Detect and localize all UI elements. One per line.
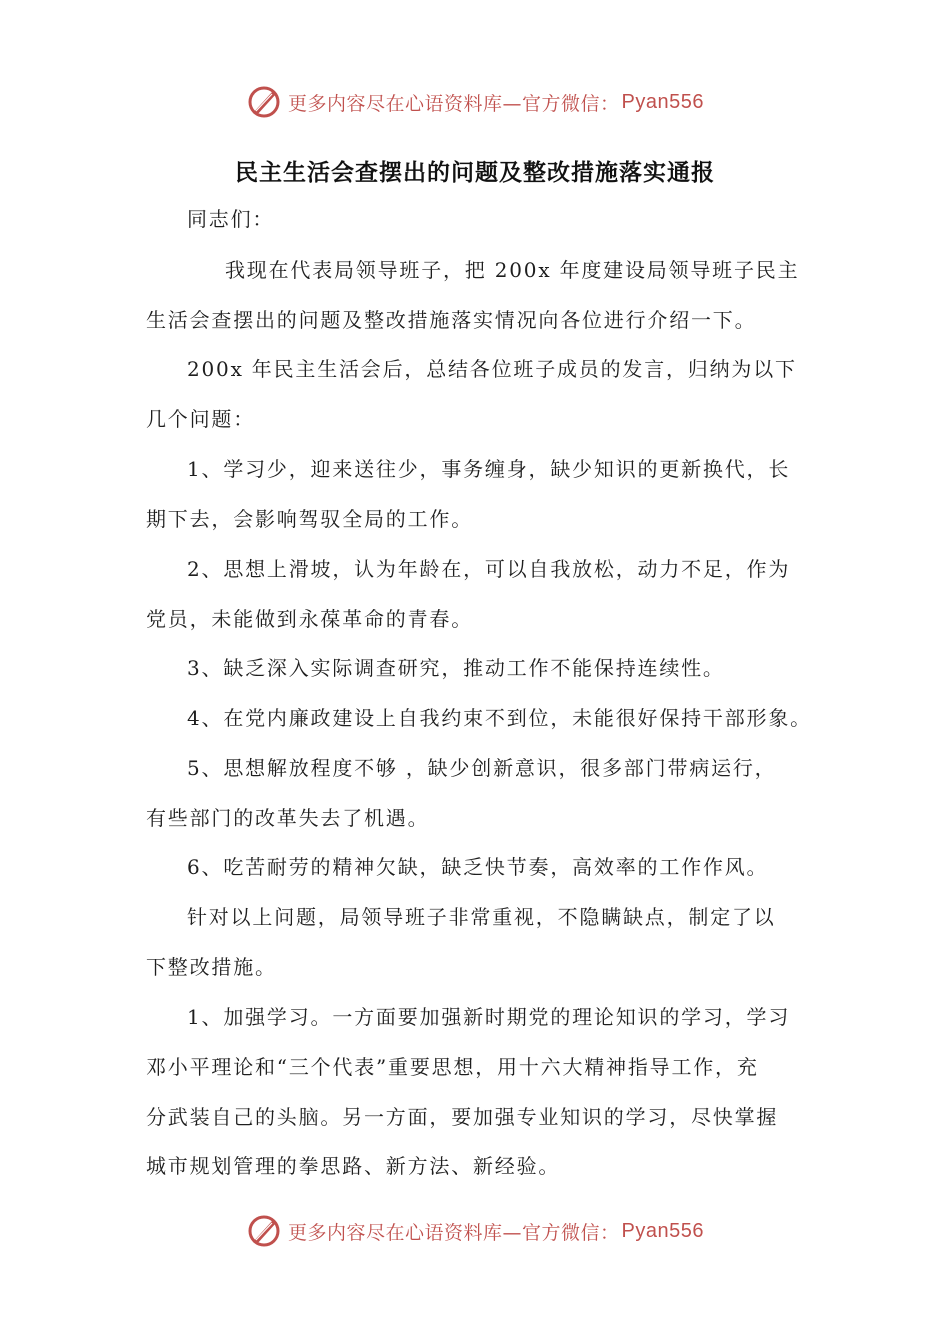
- paragraph-line: 几个问题：: [146, 407, 255, 431]
- list-item-line: 3、缺乏深入实际调查研究，推动工作不能保持连续性。: [187, 656, 725, 680]
- footer-banner-text: 更多内容尽在心语资料库—官方微信：: [288, 1221, 620, 1244]
- measure-item-line: 邓小平理论和“三个代表”重要思想，用十六大精神指导工作，充: [146, 1055, 759, 1079]
- list-item-line: 党员，未能做到永葆革命的青春。: [146, 607, 473, 631]
- list-item-line: 有些部门的改革失去了机遇。: [146, 806, 430, 830]
- quill-logo-icon: [246, 1213, 282, 1249]
- footer-watermark-banner: [0, 1209, 950, 1253]
- list-item-line: 4、在党内廉政建设上自我约束不到位，未能很好保持干部形象。: [187, 706, 812, 730]
- header-watermark-banner: [0, 80, 950, 124]
- paragraph-line: 针对以上问题，局领导班子非常重视，不隐瞒缺点，制定了以: [187, 905, 776, 929]
- list-item-line: 2、思想上滑坡，认为年龄在，可以自我放松，动力不足，作为: [187, 557, 791, 581]
- salutation: 同志们：: [187, 207, 275, 231]
- paragraph-line: 我现在代表局领导班子，把 200x 年度建设局领导班子民主: [225, 258, 800, 282]
- measure-item-line: 城市规划管理的拳思路、新方法、新经验。: [146, 1154, 561, 1178]
- footer-banner-handle: Pyan556: [621, 1219, 704, 1242]
- paragraph-line: 生活会查摆出的问题及整改措施落实情况向各位进行介绍一下。: [146, 308, 757, 332]
- header-banner-handle: Pyan556: [621, 90, 704, 113]
- paragraph-line: 下整改措施。: [146, 955, 277, 979]
- list-item-line: 5、思想解放程度不够 ，缺少创新意识，很多部门带病运行，: [187, 756, 777, 780]
- measure-item-line: 分武装自己的头脑。另一方面，要加强专业知识的学习，尽快掌握: [146, 1105, 779, 1129]
- header-banner-text: 更多内容尽在心语资料库—官方微信：: [288, 92, 620, 115]
- measure-item-line: 1、加强学习。一方面要加强新时期党的理论知识的学习，学习: [187, 1005, 791, 1029]
- list-item-line: 1、学习少，迎来送往少，事务缠身，缺少知识的更新换代，长: [187, 457, 791, 481]
- paragraph-line: 200x 年民主生活会后，总结各位班子成员的发言，归纳为以下: [187, 357, 797, 381]
- list-item-line: 期下去，会影响驾驭全局的工作。: [146, 507, 473, 531]
- list-item-line: 6、吃苦耐劳的精神欠缺，缺乏快节奏，高效率的工作作风。: [187, 855, 769, 879]
- document-title: 民主生活会查摆出的问题及整改措施落实通报: [235, 159, 715, 186]
- quill-logo-icon: [246, 84, 282, 120]
